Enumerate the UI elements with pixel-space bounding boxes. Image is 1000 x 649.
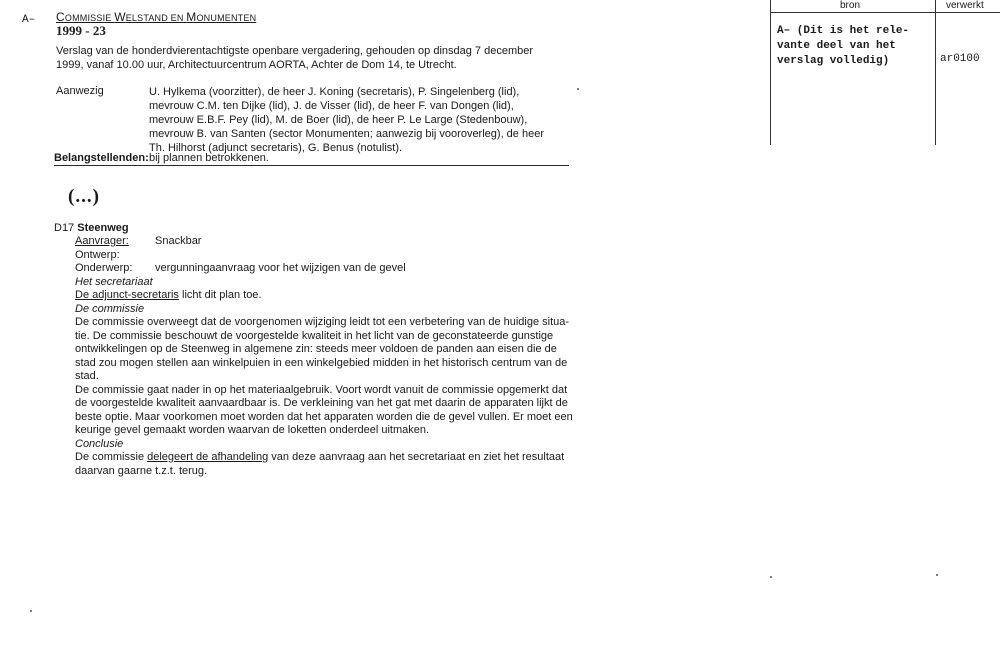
- secretariat-text: licht dit plan toe.: [178, 289, 262, 301]
- attendance-line: mevrouw C.M. ten Dijke (lid), J. de Visser (lid), de heer F. van Dongen (lid),: [149, 100, 514, 112]
- paragraph-line: tie. De commissie beschouwt de voorgestelde kwaliteit in het licht van de geconstateerde gunstige: [75, 329, 554, 342]
- attendance-line: mevrouw E.B.F. Pey (lid), M. de Boer (lid), de heer P. Le Large (Stedenbouw),: [149, 114, 528, 126]
- note-line: vante deel van het: [777, 40, 896, 52]
- subject-value: vergunningaanvraag voor het wijzigen van de gevel: [155, 262, 406, 274]
- sidebar-header-rule: [770, 12, 1000, 13]
- conclusion-key-phrase: delegeert de afhandeling: [147, 451, 269, 463]
- paragraph-line: de voorgestelde kwaliteit aanvaardbaar is. De verkleining van het gat met daarin de apparaten lijkt de: [75, 397, 568, 409]
- sidebar-border-left: [770, 0, 771, 145]
- commission-heading: De commissie: [75, 302, 145, 315]
- attendance-line: Th. Hilhorst (adjunct secretaris), G. Benus (notulist).: [149, 142, 403, 154]
- source-note: [777, 24, 932, 69]
- paragraph-line: ontwikkelingen op de Steenweg in algemene zin: steeds meer voldoen de panden aan eisen die de: [75, 343, 557, 355]
- applicant-row: [75, 235, 590, 249]
- commission-paragraph-1: [75, 316, 590, 384]
- processed-code: ar0100: [940, 53, 980, 65]
- paragraph-line: keurige gevel gemaakt worden waarvan de loketten onderdeel uitmaken.: [75, 424, 430, 436]
- stakeholders-text: bij plannen betrokkenen.: [149, 152, 269, 164]
- attendance-line: U. Hylkema (voorzitter), de heer J. Koning (secretaris), P. Singelenberg (lid),: [149, 86, 520, 98]
- intro-line: Verslag van de honderdvierentachtigste openbare vergadering, gehouden op dinsdag 7 december: [56, 45, 534, 57]
- applicant-value: Snackbar: [155, 235, 202, 247]
- paragraph-line: De commissie overweegt dat de voorgenomen wijziging leidt tot een verbetering van de huidige situa-: [75, 316, 570, 328]
- attendance-list: [149, 85, 574, 155]
- column-header-source: bron: [840, 0, 861, 11]
- paragraph-line: beste optie. Maar voorkomen moet worden dat het apparaten worden die de gevel vullen. Er moet een: [75, 410, 573, 423]
- section-divider: [54, 165, 569, 166]
- paragraph-line: stad zou mogen stellen aan winkelpuien in een winkelgebied midden in het historisch centrum van de: [75, 356, 568, 369]
- attendance-line: mevrouw B. van Santen (sector Monumenten; aanwezig bij vooroverleg), de heer: [149, 128, 544, 140]
- stakeholders-label: Belangstellenden:: [54, 152, 149, 164]
- margin-mark: A–: [22, 14, 36, 26]
- scan-speck: [770, 576, 772, 578]
- secretariat-line: [75, 289, 590, 303]
- commission-paragraph-2: [75, 384, 590, 438]
- committee-name: COMMISSIE WELSTAND EN MONUMENTEN: [56, 10, 257, 24]
- scan-speck: [936, 574, 938, 576]
- note-line: verslag volledig): [777, 55, 890, 67]
- column-header-processed: verwerkt: [946, 0, 984, 11]
- secretariat-heading: Het secretariaat: [75, 275, 153, 288]
- meeting-number: 1999 - 23: [56, 23, 106, 38]
- design-label: Ontwerp:: [75, 248, 120, 261]
- note-line: A– (Dit is het rele-: [777, 25, 910, 37]
- scan-speck: [577, 88, 579, 90]
- applicant-label: Aanvrager:: [75, 235, 129, 247]
- intro-line: 1999, vanaf 10.00 uur, Architectuurcentrum AORTA, Achter de Dom 14, te Utrecht.: [56, 59, 457, 71]
- conclusion-line: daarvan gaarne t.z.t. terug.: [75, 464, 208, 477]
- meeting-intro: [56, 44, 576, 72]
- paragraph-line: De commissie gaat nader in op het materiaalgebruik. Voort wordt vanuit de commissie opgemerkt dat: [75, 383, 568, 396]
- item-title: Steenweg: [77, 222, 129, 234]
- item-body: [75, 235, 590, 478]
- omission-mark: (...): [68, 186, 100, 207]
- design-row: [75, 249, 590, 263]
- subject-row: [75, 262, 590, 276]
- item-heading: [54, 222, 129, 234]
- paragraph-line: stad.: [75, 370, 99, 382]
- item-code: D17: [54, 222, 75, 234]
- subject-label: Onderwerp:: [75, 262, 133, 274]
- sidebar-column-divider: [935, 0, 936, 145]
- secretariat-actor: De adjunct-secretaris: [75, 289, 179, 301]
- conclusion-heading: Conclusie: [75, 437, 124, 450]
- attendance-label: Aanwezig: [56, 85, 104, 97]
- scan-speck: [30, 610, 32, 612]
- conclusion-line: De commissie delegeert de afhandeling van deze aanvraag aan het secretariaat en ziet het resultaat: [75, 451, 565, 463]
